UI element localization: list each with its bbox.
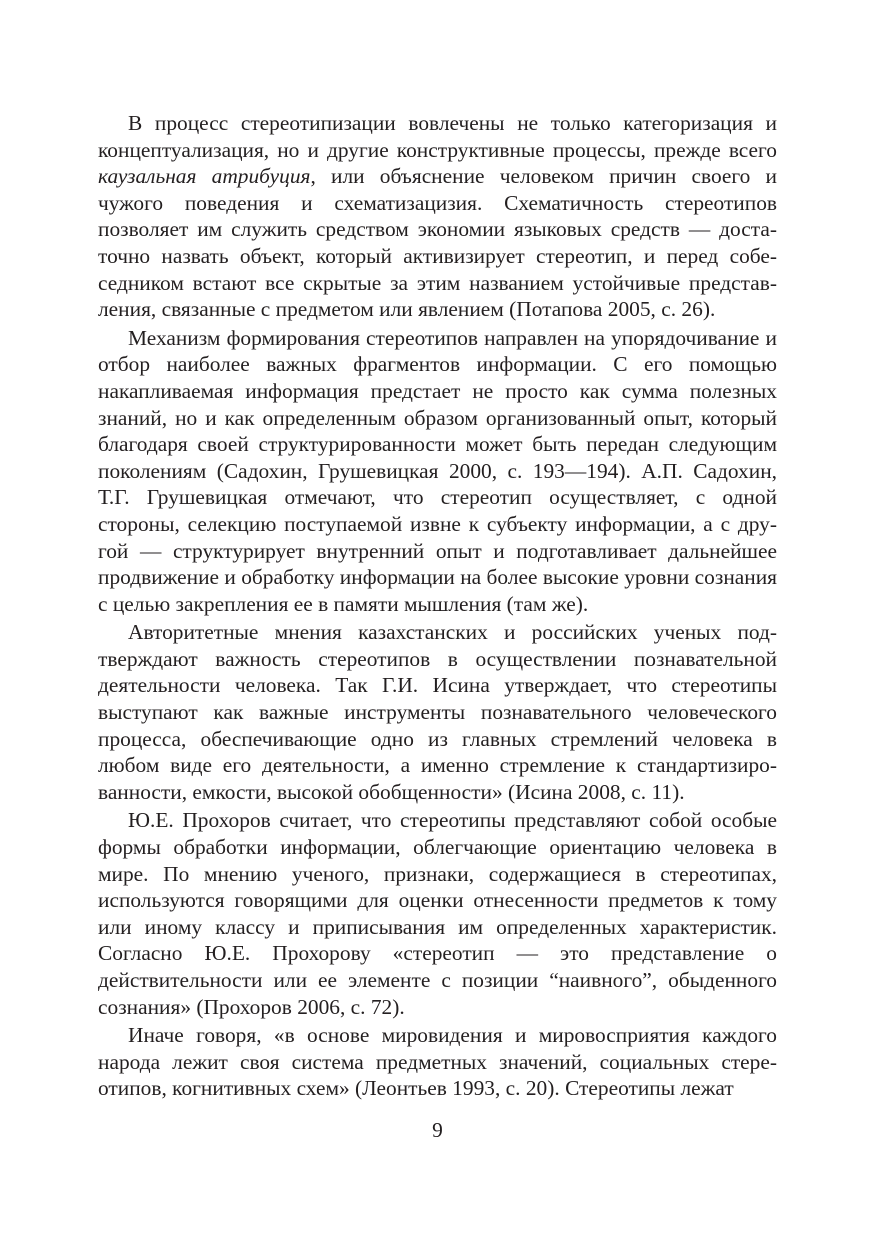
paragraph-2-text: Механизм формирования стереотипов направлен на упорядочивание и отбор наиболее важных фрагментов информации. С его помощью накапливаемая информация предстает не просто как сумма полезных знаний, но и как определенным образом организованный опыт, который благодаря своей структурированности может быть передан следующим поколениям (Садохин, Грушевицкая 2000, с. 193—194). А.П. Садохин, Т.Г. Грушевицкая отмечают, что стереотип осуществляет, с одной стороны, селекцию поступаемой извне к субъекту информации, а с другой — структурирует внутренний опыт и подготавливает дальнейшее продвижение и обработку информации на более высокие уровни сознания с целью закрепления ее в памяти мышления (там же). — [98, 325, 777, 616]
paragraph-1-part-1: В процесс стереотипизации вовлечены не только категоризация и концептуализация, но и другие конструктивные процессы, прежде всего — [98, 111, 777, 162]
paragraph-4 — [98, 807, 777, 1020]
paragraph-5 — [98, 1022, 777, 1102]
italic-term-causal-attribution: каузальная атрибуция — [98, 164, 311, 189]
page-number: 9 — [432, 1118, 443, 1142]
paragraph-1 — [98, 110, 777, 323]
paragraph-3 — [98, 619, 777, 805]
body-text — [98, 110, 777, 1104]
paragraph-2 — [98, 325, 777, 618]
paragraph-4-text: Ю.Е. Прохоров считает, что стереотипы представляют собой особые формы обработки информации, облегчающие ориентацию человека в мире. По мнению ученого, признаки, содержащиеся в стереотипах, используются говорящими для оценки отнесенности предметов к тому или иному классу и приписывания им определенных характеристик. Согласно Ю.Е. Прохорову «стереотип — это представление о действительности или ее элементе с позиции “наивного”, обыденного сознания» (Прохоров 2006, с. 72). — [98, 808, 777, 1019]
paragraph-3-text: Авторитетные мнения казахстанских и российских ученых подтверждают важность стереотипов в осуществлении познавательной деятельности человека. Так Г.И. Исина утверждает, что стереотипы выступают как важные инструменты познавательного человеческого процесса, обеспечивающие одно из главных стремлений человека в любом виде его деятельности, а именно стремление к стандартизированности, емкости, высокой обобщенности» (Исина 2008, с. 11). — [98, 620, 777, 804]
paragraph-1-part-2: , или объяснение человеком причин своего и чужого поведения и схематизацизия. Схематичность стереотипов позволяет им служить средством экономии языковых средств — достаточно назвать объект, который активизирует стереотип, и перед собеседником встают все скрытые за этим названием устойчивые представления, связанные с предметом или явлением (Потапова 2005, с. 26). — [98, 164, 777, 322]
paragraph-5-text: Иначе говоря, «в основе мировидения и мировосприятия каждого народа лежит своя система предметных значений, социальных стереотипов, когнитивных схем» (Леонтьев 1993, с. 20). Стереотипы лежат — [98, 1023, 777, 1101]
